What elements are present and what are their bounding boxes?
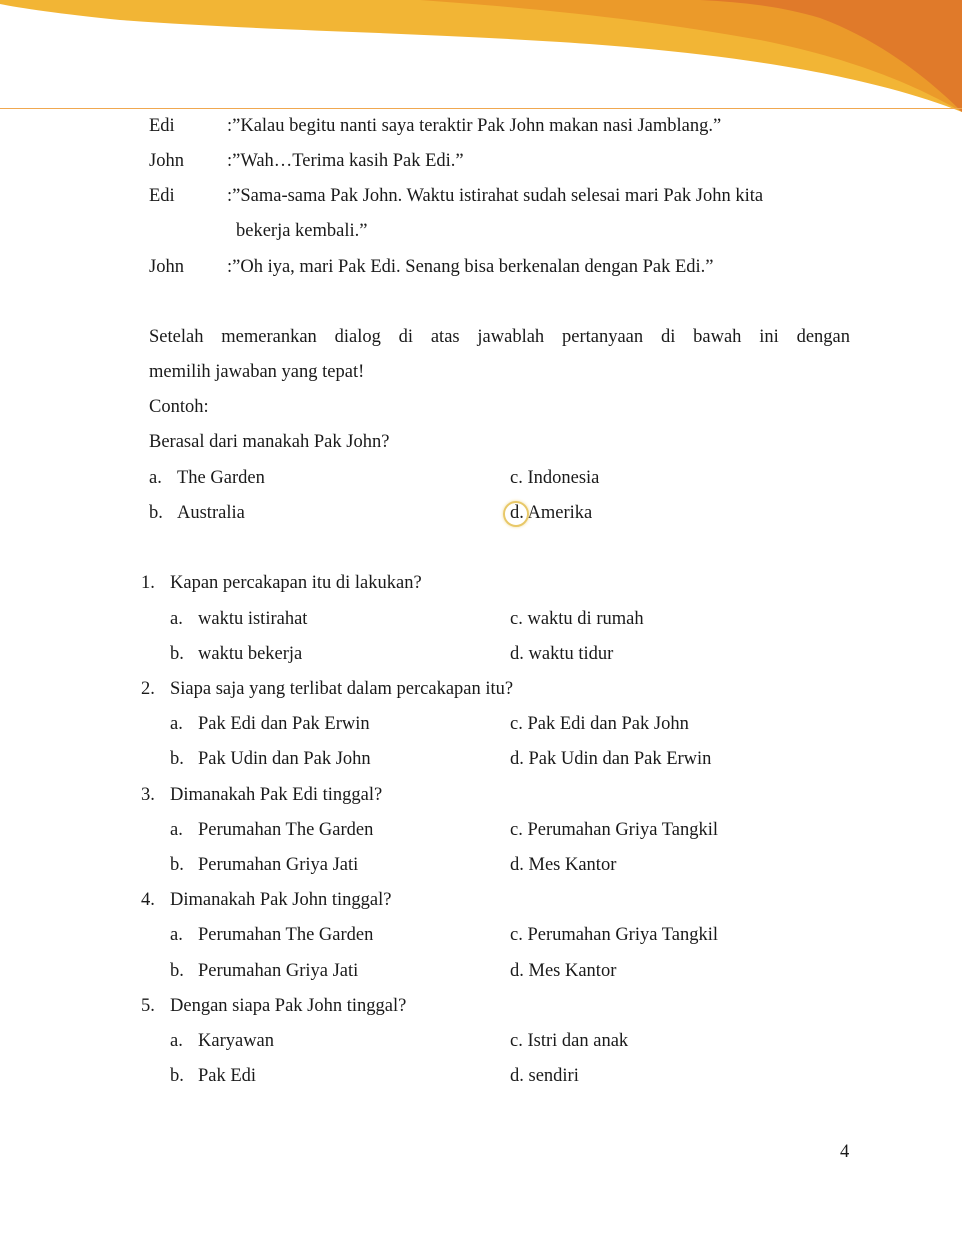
option-text: Perumahan Griya Tangkil [527,820,718,840]
option-letter: b. [170,961,184,981]
option-text: waktu bekerja [198,644,303,664]
option-letter: a. [170,609,183,629]
dialog-speaker: Edi [149,116,175,136]
option-d[interactable] [510,643,613,665]
question-text: Dengan siapa Pak John tinggal? [170,996,407,1016]
option-text: The Garden [177,468,265,488]
instruction-text: memilih jawaban yang tepat! [149,362,365,382]
option-d[interactable] [510,748,711,770]
option-letter: a. [149,468,162,488]
header-rule [0,108,962,109]
option-letter: d. [510,749,524,769]
question-item [141,889,391,911]
option-letter: c. [510,468,523,488]
option-text: Perumahan The Garden [198,820,374,840]
option-c[interactable] [510,713,689,735]
option-text: Karyawan [198,1031,275,1051]
example-option-a[interactable] [149,467,265,489]
dialog-speaker: John [149,151,184,171]
question-item [141,678,513,700]
option-letter: d. [510,855,524,875]
option-letter: c. [510,925,523,945]
option-b[interactable] [170,1065,256,1087]
dialog-speaker: Edi [149,186,175,206]
option-text: Amerika [527,503,593,523]
option-text: Pak Udin dan Pak John [198,749,371,769]
example-option-d[interactable] [510,502,592,524]
header-swoosh-decoration [0,0,962,112]
question-text: Siapa saja yang terlibat dalam percakapan itu? [170,679,514,699]
option-text: Pak Udin dan Pak Erwin [528,749,712,769]
question-number: 1. [141,573,155,593]
answer-circle-marker [503,501,529,527]
question-text: Dimanakah Pak Edi tinggal? [170,785,383,805]
example-label: Contoh: [149,397,209,417]
option-letter: d. [510,1066,524,1086]
option-d[interactable] [510,854,616,876]
dialog-text: :”Kalau begitu nanti saya teraktir Pak John makan nasi Jamblang.” [227,116,722,136]
option-letter: c. [510,714,523,734]
option-b[interactable] [170,748,371,770]
option-a[interactable] [170,608,307,630]
option-a[interactable] [170,713,370,735]
option-letter: b. [170,855,184,875]
instruction-text: Setelah memerankan dialog di atas jawablah pertanyaan di bawah ini dengan [149,327,850,347]
option-letter: c. [510,1031,523,1051]
question-number: 3. [141,785,155,805]
question-item [141,572,422,594]
option-text: Pak Edi [198,1066,257,1086]
example-option-c[interactable] [510,467,599,489]
option-letter: b. [170,749,184,769]
dialog-text: :”Oh iya, mari Pak Edi. Senang bisa berkenalan dengan Pak Edi.” [227,257,714,277]
option-text: Australia [177,503,245,523]
question-number: 4. [141,890,155,910]
question-text: Kapan percakapan itu di lakukan? [170,573,422,593]
option-text: waktu istirahat [198,609,308,629]
dialog-speaker: John [149,257,184,277]
option-letter: a. [170,820,183,840]
option-text: Mes Kantor [528,961,617,981]
option-letter: c. [510,609,523,629]
option-text: Perumahan Griya Jati [198,855,359,875]
option-b[interactable] [170,854,358,876]
option-text: Mes Kantor [528,855,617,875]
option-a[interactable] [170,819,373,841]
option-c[interactable] [510,924,718,946]
option-text: sendiri [528,1066,579,1086]
option-letter: a. [170,1031,183,1051]
option-letter: b. [149,503,163,523]
question-item [141,784,382,806]
option-b[interactable] [170,643,302,665]
option-letter: d. [510,503,524,523]
option-text: Perumahan The Garden [198,925,374,945]
option-letter: c. [510,820,523,840]
option-d[interactable] [510,960,616,982]
option-text: Indonesia [527,468,600,488]
option-text: Istri dan anak [527,1031,629,1051]
option-a[interactable] [170,924,373,946]
option-letter: d. [510,644,524,664]
question-text: Dimanakah Pak John tinggal? [170,890,392,910]
option-text: Perumahan Griya Jati [198,961,359,981]
page-number: 4 [840,1142,850,1162]
example-option-b[interactable] [149,502,245,524]
dialog-text: bekerja kembali.” [236,221,368,241]
option-b[interactable] [170,960,358,982]
option-letter: a. [170,925,183,945]
option-text: waktu tidur [528,644,614,664]
question-number: 5. [141,996,155,1016]
option-c[interactable] [510,608,644,630]
question-number: 2. [141,679,155,699]
option-letter: b. [170,1066,184,1086]
option-d[interactable] [510,1065,579,1087]
option-text: Perumahan Griya Tangkil [527,925,718,945]
option-c[interactable] [510,1030,628,1052]
example-question: Berasal dari manakah Pak John? [149,432,390,452]
option-letter: b. [170,644,184,664]
option-c[interactable] [510,819,718,841]
option-letter: a. [170,714,183,734]
option-a[interactable] [170,1030,274,1052]
dialog-text: :”Wah…Terima kasih Pak Edi.” [227,151,464,171]
option-text: Pak Edi dan Pak John [527,714,689,734]
option-text: waktu di rumah [527,609,644,629]
option-text: Pak Edi dan Pak Erwin [198,714,370,734]
dialog-text: :”Sama-sama Pak John. Waktu istirahat sudah selesai mari Pak John kita [227,186,764,206]
option-letter: d. [510,961,524,981]
question-item [141,995,406,1017]
